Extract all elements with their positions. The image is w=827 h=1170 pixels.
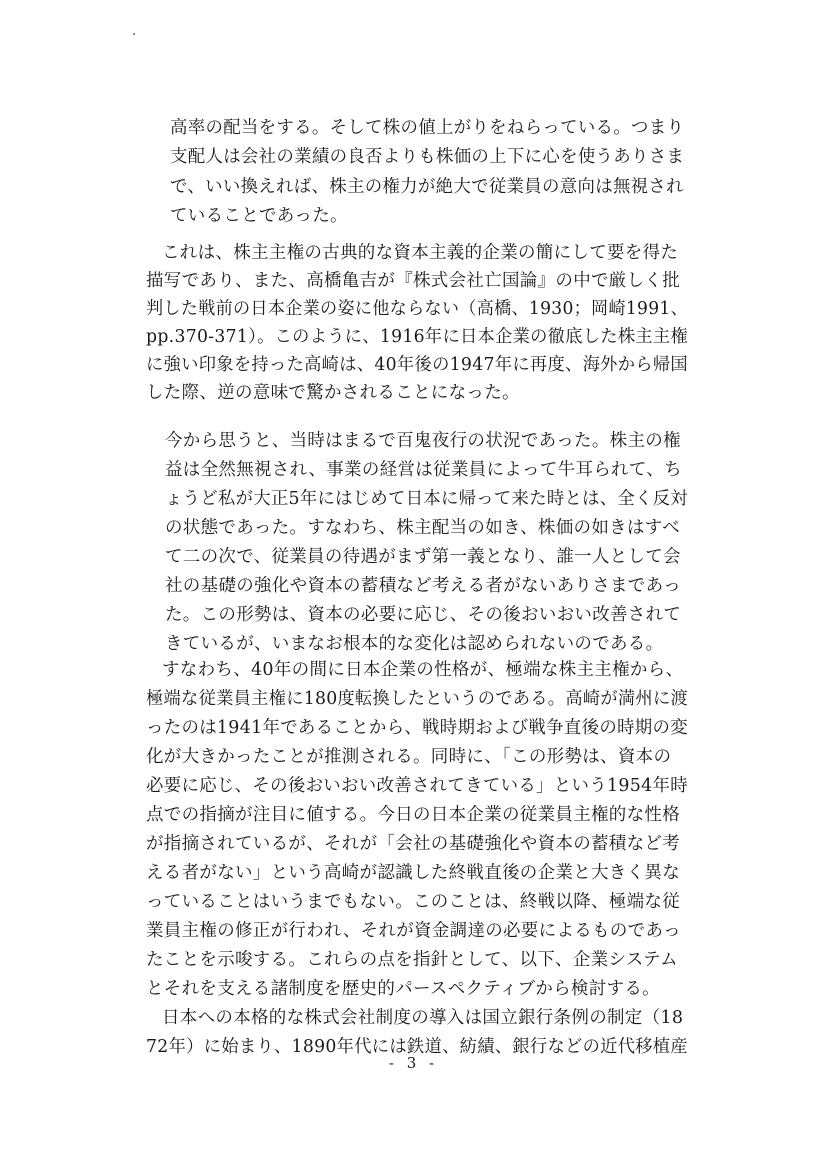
text-line [0,378,827,408]
text: で、いい換えれば、株主の権力が絶大で従業員の意向は無視され [170,177,684,197]
text: に強い印象を持った高崎は、40年後の1947年に再度、海外から帰国 [146,355,688,375]
text: える者がない」という高崎が認識した終戦直後の企業と大きく異な [146,863,680,883]
text: これは、株主主権の古典的な資本主義的企業の簡にして要を得た [162,243,679,263]
text: た。この形勢は、資本の必要に応じ、その後おいおい改善されて [165,605,682,625]
text: 必要に応じ、その後おいおい改善されてきている」という1954年時 [146,776,688,796]
text-line [0,571,827,601]
text-line [0,945,827,975]
text: 描写であり、また、高橋亀吉が『株式会社亡国論』の中で厳しく批 [146,271,680,291]
text-line [0,455,827,485]
text: 判した戦前の日本企業の姿に他ならない（高橋、1930；岡崎1991、 [146,299,688,319]
text-line [0,916,827,946]
text-line [0,266,827,296]
text-line [0,238,827,268]
text-line [0,829,827,859]
text: 社の基礎の強化や資本の蓄積など考える者がないありさまであっ [165,576,682,596]
text: 高率の配当をする。そして株の値上がりをねらっている。つまり [170,118,685,138]
text-line [0,887,827,917]
text-line [0,600,827,630]
text: ったのは1941年であることから、戦時期および戦争直後の時期の変 [146,718,688,738]
text: pp.370-371）。このように、1916年に日本企業の徹底した株主主権 [146,327,688,347]
text-line [0,172,827,202]
text-line [0,113,827,143]
text-line [0,858,827,888]
text: 点での指摘が注目に値する。今日の日本企業の従業員主権的な性格 [146,805,680,825]
text: すなわち、40年の間に日本企業の性格が、極端な株主主権から、 [162,660,684,680]
text: 益は全然無視され、事業の経営は従業員によって牛耳られて、ち [165,460,682,480]
text: 今から思うと、当時はまるで百鬼夜行の状況であった。株主の権 [165,431,681,451]
text: っていることはいうまでもない。このことは、終戦以降、極端な従 [146,892,680,912]
text-line [0,142,827,172]
text: とそれを支える諸制度を歴史的パースペクティブから検討する。 [146,979,660,999]
text: 極端な従業員主権に180度転換したというのである。高崎が満州に渡 [146,689,688,709]
text-line [0,322,827,352]
text: て二の次で、従業員の待遇がまず第一義となり、誰一人として会 [165,547,681,567]
text: ていることであった。 [170,206,348,226]
text-line [0,655,827,685]
text: した際、逆の意味で驚かされることになった。 [146,383,520,403]
text: の状態であった。すなわち、株主配当の如き、株価の如きはすべ [165,518,680,538]
text: 72年）に始まり、1890年代には鉄道、紡績、銀行などの近代移植産 [146,1037,688,1057]
text-line [0,484,827,514]
text-line [0,350,827,380]
text-line [0,771,827,801]
text-line [0,742,827,772]
text: たことを示唆する。これらの点を指針として、以下、企業システム [146,950,678,970]
text: きているが、いまなお根本的な変化は認められないのである。 [165,634,664,654]
text: 化が大きかったことが推測される。同時に、「この形勢は、資本の [146,747,672,767]
text-line [0,542,827,572]
text-line [0,294,827,324]
text: ょうど私が大正5年にはじめて日本に帰って来た時とは、全く反対 [165,489,688,509]
text-line [0,684,827,714]
page-number: - 3 - [388,1054,439,1072]
text: 日本への本格的な株式会社制度の導入は国立銀行条例の制定（18 [162,1008,684,1028]
text-line [0,513,827,543]
text-line [0,974,827,1004]
text: が指摘されているが、それが「会社の基礎強化や資本の蓄積など考 [146,834,680,854]
text: 支配人は会社の業績の良否よりも株価の上下に心を使うありさま [170,147,685,167]
scan-speck [133,33,135,35]
text-line [0,426,827,456]
text-line [0,1003,827,1033]
text-line [0,800,827,830]
text: 業員主権の修正が行われ、それが資金調達の必要によるものであっ [146,921,681,941]
text-line [0,201,827,231]
text-line [0,713,827,743]
